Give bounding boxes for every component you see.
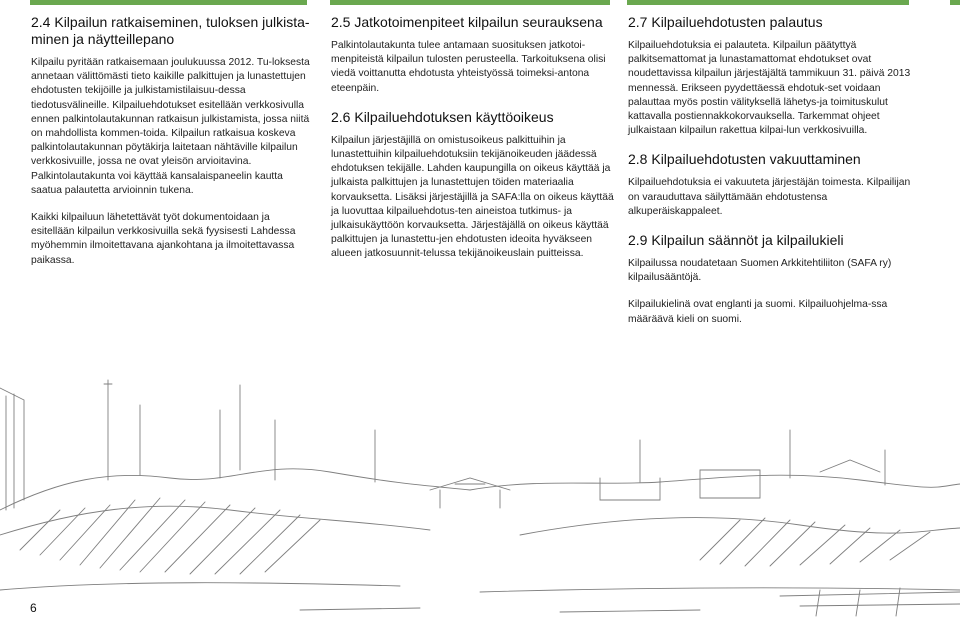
paragraph: Kilpailuehdotuksia ei vakuuteta järjestäjän toimesta. Kilpailijan on varauduttava säilyttämään ehdotustensa alkuperäiskappaleet. [628, 177, 911, 217]
paragraph: Kilpailussa noudatetaan Suomen Arkkitehtiliiton (SAFA ry) kilpailusääntöjä. [628, 258, 892, 284]
paragraph: Palkintolautakunta tulee antamaan suosituksen jatkotoi-menpiteistä kilpailun tulosten perusteella. Tarkoituksena olisi viedä voittanutta ehdotusta yhteistyössä toimeksi-antona eteenpäin. [331, 40, 606, 94]
section-heading-2-9: 2.9 Kilpailun säännöt ja kilpailukieli [628, 232, 844, 249]
paragraph: Kilpailu pyritään ratkaisemaan joulukuussa 2012. Tu-loksesta annetaan välittömästi tieto kaikille palkittujen ja lunastettujen ehdotusten tekijöille ja julkistamistilaisuu-dessa tiedotusvälineille. Kilpailuehdotukset esitellään verkkosivulla ennen palkintolautakunnan ratkaisun julkistamista, jossa niitä on mahdollista kommen-toida. Kilpailun ratkaisua koskeva palkintolautakunnan pöytäkirja laitetaan nähtäville kilpailun verkkosivuille, jossa ne ovat yleisön arvioitavina. Palkintolautakunta voi käyttää kansalaispaneelin kautta saatua palautetta arvioinnin tukena. [31, 57, 310, 196]
paragraph: Kilpailuehdotuksia ei palauteta. Kilpailun päätyttyä palkitsemattomat ja lunastamattomat ehdotukset ovat noudettavissa kilpailun järjestäjältä tammikuun 31. päivä 2013 mennessä. Erikseen pyydettäessä ehdotuk-set voidaan palauttaa myös postin välityksellä lähetys-ja toimituskulut kattavalla postiennakkokorvauksella. Tarkemmat ohjeet julkaistaan kilpailun rakettua kilpai-lun verkkosivuilla. [628, 40, 911, 137]
accent-rule [30, 0, 307, 5]
column-left [31, 14, 311, 281]
accent-rule [330, 0, 610, 5]
column-middle [331, 14, 615, 275]
accent-rule [627, 0, 909, 5]
section-heading-2-8: 2.8 Kilpailuehdotusten vakuuttaminen [628, 151, 861, 168]
section-heading-2-6: 2.6 Kilpailuehdotuksen käyttöoikeus [331, 108, 554, 125]
section-heading-2-4: 2.4 Kilpailun ratkaiseminen, tuloksen julkista-minen ja näytteillepano [31, 14, 310, 47]
page-number: 6 [30, 601, 37, 615]
section-heading-2-7: 2.7 Kilpailuehdotusten palautus [628, 14, 823, 30]
paragraph: Kilpailun järjestäjillä on omistusoikeus palkittuihin ja lunastettuihin kilpailuehdotuksiin tekijänoikeuden jäädessä ehdotuksen tekijälle. Lahden kaupungilla on oikeus käyttää ja julkaista palkittujen ja lunastettujen töiden materiaalia korvauksetta. Lisäksi järjestäjillä ja SAFA:lla on oikeus käyttää ja luovuttaa kilpailuehdotus-ten aineistoa tutkimus- ja julkaisukäyttöön korvauksetta. Järjestäjällä on oikeus käyttää palkittujen ja lunastettu-jen ehdotusten ideoita hyväkseen alueen jatkosuunnit-telussa tekijänoikeuslain puitteissa. [331, 134, 614, 260]
pencil-sketch-illustration [0, 360, 960, 626]
column-right [628, 14, 918, 340]
paragraph: Kaikki kilpailuun lähetettävät työt dokumentoidaan ja esitellään kilpailun verkkosivuilla sekä fyysisesti Lahdessa myöhemmin ilmoitettavana ajankohtana ja ilmoitettavassa paikassa. [31, 212, 296, 266]
accent-rule [950, 0, 960, 5]
section-heading-2-5: 2.5 Jatkotoimenpiteet kilpailun seurauksena [331, 14, 603, 30]
paragraph: Kilpailukielinä ovat englanti ja suomi. Kilpailuohjelma-ssa määräävä kieli on suomi. [628, 299, 888, 325]
